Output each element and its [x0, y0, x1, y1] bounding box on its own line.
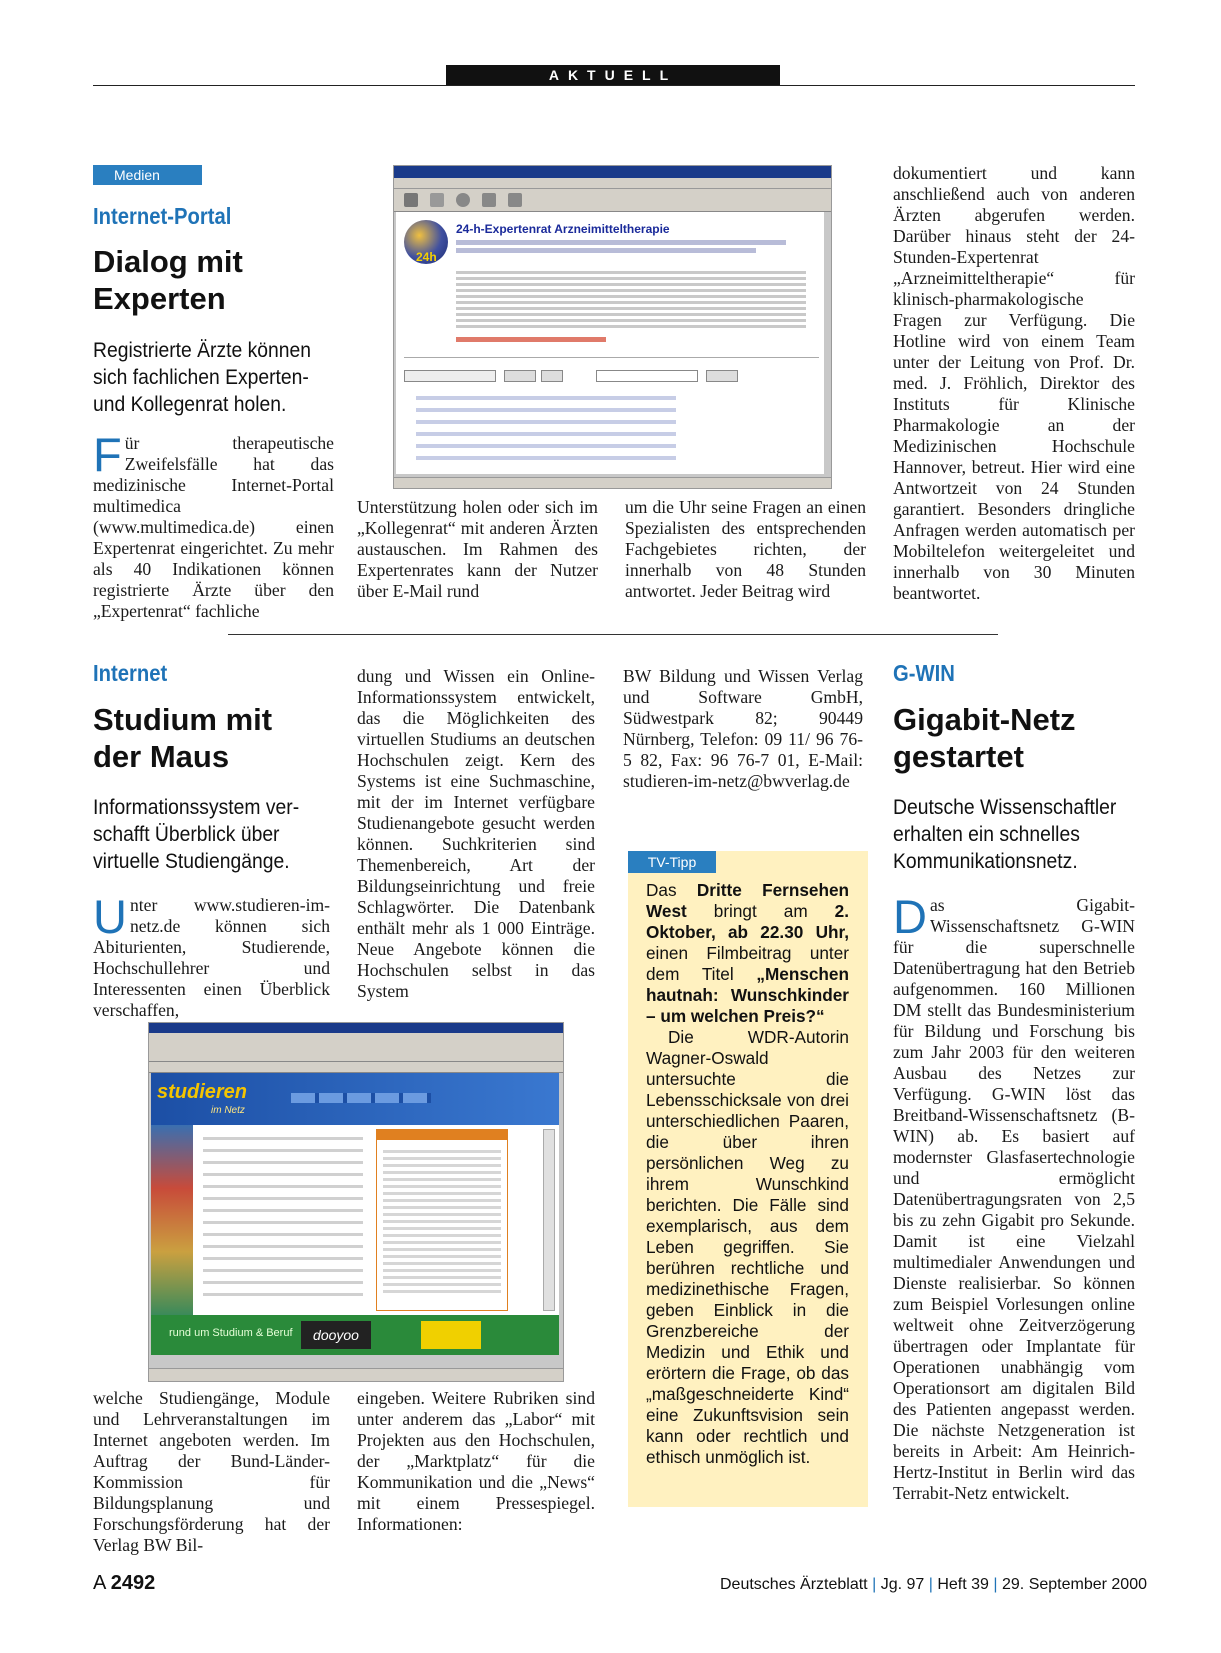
- news-box-header: [377, 1130, 507, 1140]
- refresh-icon: [482, 193, 496, 207]
- journal-issue: Heft 39: [937, 1576, 989, 1593]
- tv-text: Die WDR-Autorin Wagner-Oswald untersuchte die Lebensschicksale von drei unterschiedlichen Paaren, die über ihren persönlichen Weg zu ihrem Wunschkind berichten. Die Fälle sind exemplarisch, aus dem Leben gegriffen. Sie berühren rechtliche und medizinethische Fragen, geben Einblick in die Grenzbereiche der Medizin und Ethik und erörtern die Frage, ob das „maßgeschneiderte Kind“ eine Zukunftsvision sein kann oder rechtlich und ethisch unmöglich ist.: [646, 1027, 849, 1467]
- banner: [151, 1315, 559, 1355]
- article-body-col1: [93, 890, 330, 1021]
- nav-tabs: [291, 1093, 431, 1103]
- journal-name: Deutsches Ärzteblatt: [720, 1576, 868, 1593]
- article-body-col4: dokumentiert und kann anschließend auch von anderen Ärzten abgerufen werden. Darüber hinaus steht der 24-Stunden-Expertenrat „Arzneimitteltherapie“ für klinisch-pharmakologische Fragen zur Verfügung. Die Hotline wird von einem Team unter der Leitung von Prof. Dr. med. J. Fröhlich, Direktor des Instituts für Klinische Pharmakologie an der Medizinischen Hochschule Hannover, betreut. Hier wird eine Antwortzeit von 24 Stunden garantiert. Besonders dringliche Anfragen werden automatisch per Mobiltelefon weitergeleitet und innerhalb von 30 Minuten beantwortet.: [893, 163, 1135, 603]
- article-deck: Registrierte Ärzte können sich fachlichen Experten- und Kollegenrat holen.: [93, 339, 311, 416]
- journal-info: [720, 1576, 1147, 1594]
- list-block: [416, 392, 676, 462]
- webpage-content: [396, 212, 824, 474]
- status-bar: [149, 1368, 563, 1381]
- tv-channel: Dritte Fernsehen West: [646, 880, 850, 921]
- article-topic: Internet: [93, 660, 168, 686]
- article-topic: Internet-Portal: [93, 203, 232, 229]
- browser-toolbar: [149, 1041, 563, 1062]
- header-rule: [93, 85, 1135, 86]
- text-line: [456, 248, 756, 253]
- article-body-col1-bottom: welche Studiengänge, Module und Lehrveranstaltungen im Internet angeboten werden. Im Auftrag der Bund-Länder-Kommission für Bildungsplanung und Forschungsförderung hat der Verlag BW Bil-: [93, 1388, 330, 1555]
- site-header: [151, 1073, 559, 1125]
- site-logo-sub: im Netz: [211, 1105, 245, 1116]
- drop-cap: U: [93, 890, 127, 943]
- article-body-col1: [93, 428, 334, 622]
- article-body: [893, 890, 1135, 1504]
- menu-bar: [394, 178, 831, 189]
- text-line: [456, 240, 786, 245]
- status-bar: [394, 477, 831, 488]
- page-number: [93, 1572, 155, 1595]
- page-number-value: 2492: [110, 1572, 156, 1594]
- button-shape: [504, 370, 536, 382]
- body-text: as Gigabit-Wissenschaftsnetz G-WIN für die superschnelle Datenübertragung hat den Betrieb aufgenommen. 160 Millionen DM stellt das Bundesministerium für Bildung und Forschung bis zum Jahr 2003 für den weiteren Ausbau des Netzes zur Verfügung. G-WIN löst das Breitband-Wissenschaftsnetz (B-WIN) ab. Es basiert auf modernster Glasfasertechnologie und ermöglicht Datenübertragungsraten von 2,5 bis zu zehn Gigabit pro Sekunde. Damit ist eine Vielzahl multimedialer Anwendungen und Dienste realisierbar. So können zum Beispiel Vorlesungen online weltweit ohne Zeitverzögerung übertragen oder Implantate für Operationen unabhängig vom Operationsort am digitalen Bild des Patienten angepasst werden. Die nächste Netzgeneration ist bereits in Arbeit: Am Heinrich-Hertz-Institut in Berlin wird das Terrabit-Netz entwickelt.: [893, 895, 1135, 1503]
- journal-date: 29. September 2000: [1002, 1576, 1147, 1593]
- button-shape: [706, 370, 738, 382]
- article-body-col2: dung und Wissen ein Online-Informationssystem entwickelt, das die Möglichkeiten des virtuellen Studiums an deutschen Hochschulen zeigt. Kern des Systems ist eine Suchmaschine, mit der im Internet verfügbare Studienangebote gesucht werden können. Suchkriterien sind Themenbereich, Art der Bildungseinrichtung und freie Schlagwörter. Die Datenbank enthält mehr als 1 000 Einträge. Neue Angebote können die Hochschulen selbst in das System: [357, 666, 595, 1001]
- section-divider: [228, 634, 998, 635]
- webpage-title: 24-h-Expertenrat Arzneimitteltherapie: [456, 222, 670, 236]
- scrollbar: [543, 1129, 555, 1311]
- link-line: [456, 337, 606, 342]
- forward-icon: [430, 193, 444, 207]
- article-deck: Deutsche Wissenschaftler erhalten ein schnelles Kommunikationsnetz.: [893, 796, 1117, 873]
- news-lines: [383, 1146, 501, 1296]
- banner-brand: dooyoo: [301, 1321, 371, 1349]
- article-body-col3: um die Uhr seine Fragen an einen Spezialisten des entsprechenden Fachgebietes richten, der innerhalb von 48 Stunden antwortet. Jeder Beitrag wird: [625, 497, 866, 601]
- browser-toolbar: [394, 189, 831, 212]
- site-content: [151, 1125, 559, 1315]
- tv-text: Das: [646, 880, 697, 900]
- address-bar: [149, 1062, 563, 1073]
- article-body-col2: Unterstützung holen oder sich im „Kollegenrat“ mit anderen Ärzten austauschen. Im Rahmen des Expertenrates kann der Nutzer über E-Mail rund: [357, 497, 598, 601]
- page-prefix: A: [93, 1572, 107, 1594]
- button-shape: [541, 370, 563, 382]
- portal-screenshot: [393, 165, 832, 489]
- tv-tip-text: [646, 880, 849, 1468]
- home-icon: [508, 193, 522, 207]
- banner-ad: [421, 1321, 481, 1349]
- section-header: AKTUELL: [446, 65, 780, 85]
- journal-volume: Jg. 97: [880, 1576, 925, 1593]
- drop-cap: F: [93, 428, 122, 481]
- article-headline: Dialog mit Experten: [93, 244, 243, 316]
- article-deck: Informationssystem ver- schafft Überblick über virtuelle Studiengänge.: [93, 796, 300, 873]
- separator: |: [928, 1576, 933, 1593]
- article-body-col3: BW Bildung und Wissen Verlag und Software GmbH, Südwestpark 82; 90449 Nürnberg, Telefon: 09 11/ 96 76-5 82, Fax: 96 76-7 01, E-Mail: studieren-im-netz@bwverlag.de: [623, 666, 863, 791]
- divider: [404, 357, 819, 358]
- separator: |: [993, 1576, 998, 1593]
- studieren-screenshot: [148, 1022, 564, 1382]
- tv-date: 2. Oktober, ab 22.30 Uhr,: [646, 901, 849, 942]
- category-label: Medien: [93, 165, 202, 185]
- site-logo: studieren: [157, 1081, 248, 1103]
- separator: |: [872, 1576, 877, 1593]
- tv-tip-label: TV-Tipp: [628, 851, 716, 873]
- logo-text: 24h: [416, 250, 437, 264]
- article-topic: G-WIN: [893, 660, 955, 686]
- banner-text: rund um Studium & Beruf: [169, 1327, 293, 1339]
- back-icon: [404, 193, 418, 207]
- paragraph-block: [456, 268, 806, 328]
- body-text: ür therapeutische Zweifelsfälle hat das medizinische Internet-Portal multimedica (www.multimedica.de) einen Expertenrat eingerichtet. Zu mehr als 40 Indikationen können registrierte Ärzte über den „Expertenrat“ fachliche: [93, 433, 334, 621]
- tv-text: bringt am: [686, 901, 835, 921]
- tv-title: „Menschen hautnah: Wunschkinder – um welchen Preis?“: [646, 964, 849, 1026]
- window-titlebar: [149, 1023, 563, 1033]
- menu-bar: [149, 1033, 563, 1041]
- article-headline: Gigabit-Netz gestartet: [893, 702, 1076, 774]
- article-headline: Studium mit der Maus: [93, 702, 273, 774]
- body-text: nter www.studieren-im-netz.de können sich Abiturienten, Studierende, Hochschullehrer und Interessenten einen Überblick verschaffen,: [93, 895, 330, 1020]
- news-box: [376, 1129, 508, 1311]
- drop-cap: D: [893, 890, 927, 943]
- stop-icon: [456, 193, 470, 207]
- article-body-col2-bottom: eingeben. Weitere Rubriken sind unter anderem das „Labor“ mit Projekten aus den Hochschulen, der „Marktplatz“ für die Kommunikation und die „News“ mit einem Pressespiegel. Informationen:: [357, 1388, 595, 1534]
- search-field: [596, 370, 698, 382]
- window-titlebar: [394, 166, 831, 178]
- tv-text: einen Filmbeitrag unter dem Titel: [646, 943, 849, 984]
- select-box: [404, 370, 496, 382]
- teaser-list: [203, 1133, 363, 1303]
- photo-strip: [151, 1125, 193, 1315]
